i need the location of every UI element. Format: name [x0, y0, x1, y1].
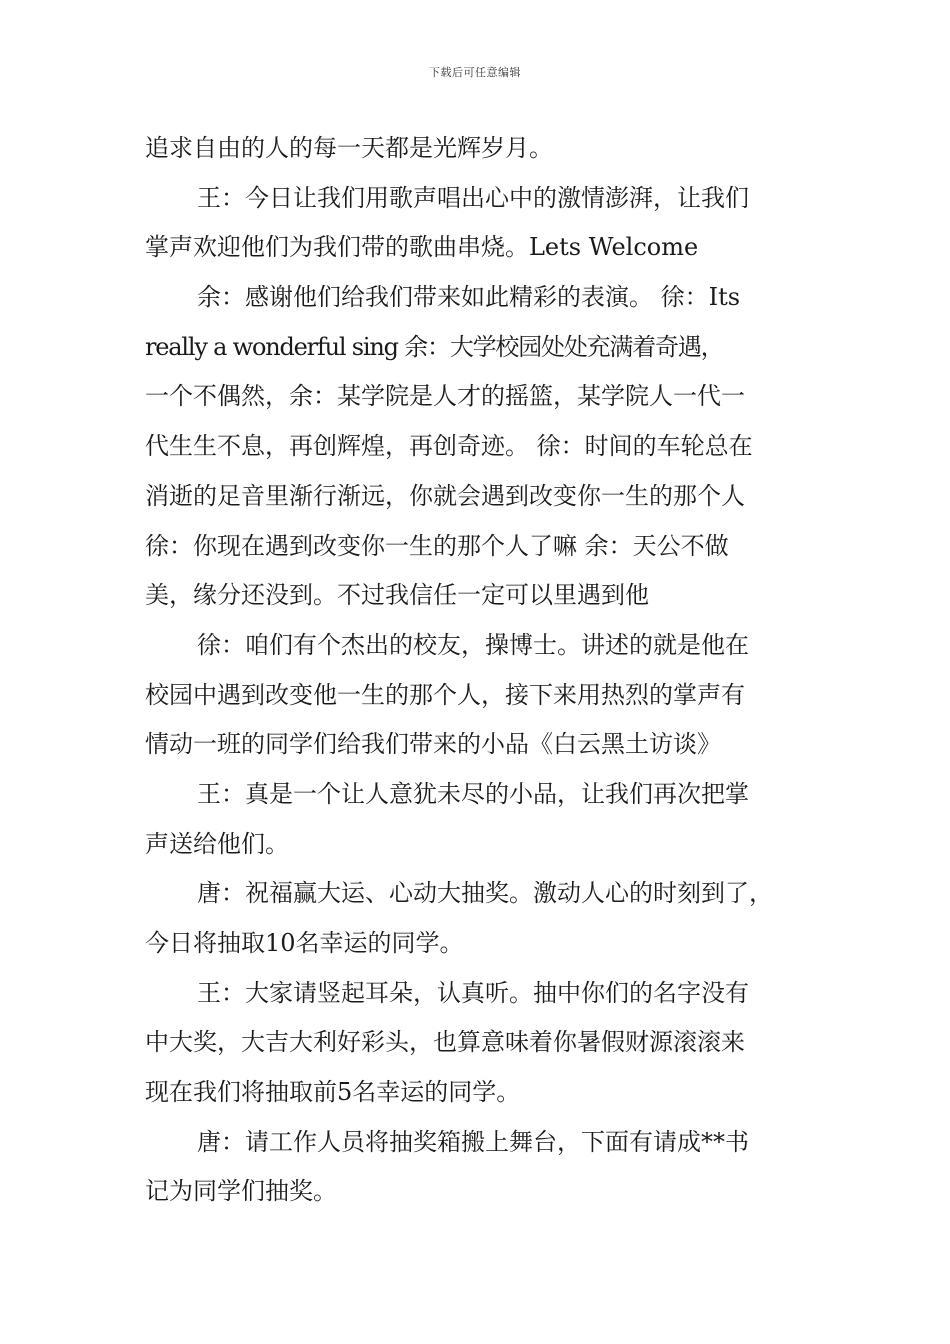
document-body	[145, 124, 810, 1217]
text-line: 徐：咱们有个杰出的校友，操博士。讲述的就是他在	[197, 630, 749, 659]
text-line: 掌声欢迎他们为我们带的歌曲串烧。Lets Welcome	[145, 233, 699, 262]
text-line: 中大奖，大吉大利好彩头，也算意味着你暑假财源滚滚来	[145, 1028, 745, 1057]
text-line: 今日将抽取10名幸运的同学。	[145, 929, 464, 957]
text-line: 王：真是一个让人意犹未尽的小品，让我们再次把掌	[197, 779, 749, 808]
text-line: 美，缘分还没到。不过我信任一定可以里遇到他	[145, 581, 649, 610]
text-line: 情动一班的同学们给我们带来的小品《白云黑土访谈》	[145, 730, 721, 759]
text-line: 校园中遇到改变他一生的那个人，接下来用热烈的掌声有	[145, 680, 745, 709]
text-line: 徐：你现在遇到改变你一生的那个人了嘛 余：天公不做	[145, 531, 729, 560]
text-line: 记为同学们抽奖。	[145, 1177, 337, 1206]
text-line: 唐：请工作人员将抽奖箱搬上舞台，下面有请成**书	[197, 1127, 749, 1156]
text-line: 王：今日让我们用歌声唱出心中的激情澎湃，让我们	[197, 183, 749, 212]
text-line: 代生生不息，再创辉煌，再创奇迹。 徐：时间的车轮总在	[145, 432, 753, 461]
text-line: 追求自由的人的每一天都是光辉岁月。	[145, 134, 553, 162]
text-line: 一个不偶然，余：某学院是人才的摇篮，某学院人一代一	[145, 382, 745, 411]
text-line: 唐：祝福赢大运、心动大抽奖。激动人心的时刻到了，	[197, 879, 773, 908]
text-line: 余：感谢他们给我们带来如此精彩的表演。 徐：Its	[197, 283, 741, 312]
text-line: 声送给他们。	[145, 829, 289, 858]
text-line: 现在我们将抽取前5名幸运的同学。	[145, 1078, 521, 1107]
text-line: 消逝的足音里渐行渐远，你就会遇到改变你一生的那个人	[145, 481, 745, 510]
text-line: really a wonderful sing 余：大学校园处处充满着奇遇，	[145, 332, 724, 361]
text-line: 王：大家请竖起耳朵，认真听。抽中你们的名字没有	[197, 978, 749, 1007]
page-header: 下载后可任意编辑	[429, 66, 521, 79]
